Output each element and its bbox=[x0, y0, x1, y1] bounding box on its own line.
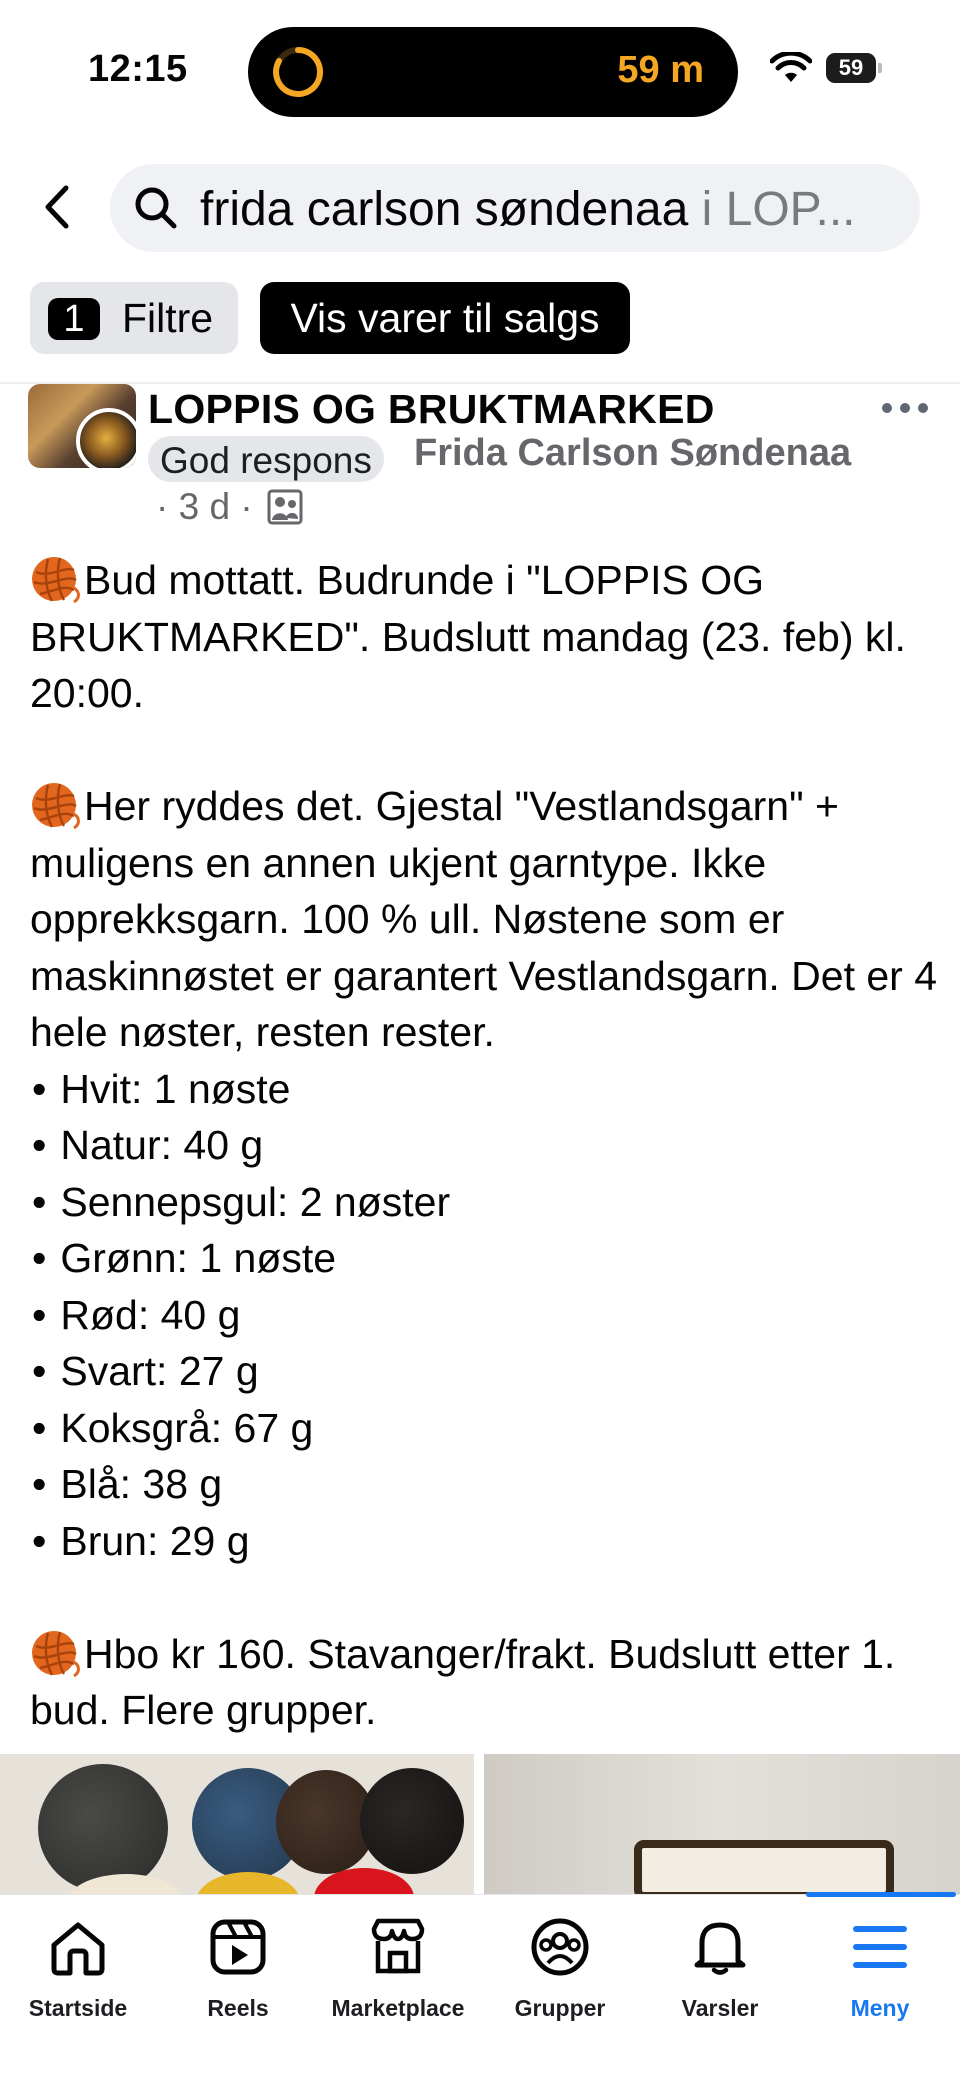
nav-groups[interactable] bbox=[480, 1915, 640, 2035]
post-paragraph bbox=[30, 778, 940, 1061]
dynamic-island[interactable] bbox=[248, 27, 738, 117]
filter-chip[interactable] bbox=[30, 282, 238, 354]
nav-home[interactable] bbox=[0, 1915, 158, 2035]
yarn-list bbox=[30, 1061, 940, 1570]
photo-audience-icon bbox=[267, 489, 303, 525]
post-paragraph-1: Bud mottatt. Budrunde i "LOPPIS OG BRUKTMARKED". Budslutt mandag (23. feb) kl. 20:00. bbox=[30, 557, 906, 716]
nav-label: Marketplace bbox=[331, 1995, 465, 2021]
search-icon bbox=[132, 184, 180, 232]
yarn-label bbox=[634, 1840, 894, 1894]
more-icon[interactable] bbox=[880, 400, 930, 416]
list-item: • Brun: 29 g bbox=[30, 1513, 940, 1570]
list-item: • Koksgrå: 67 g bbox=[30, 1400, 940, 1457]
nav-label: Grupper bbox=[514, 1995, 606, 2021]
post-paragraph bbox=[30, 552, 940, 722]
battery-level: 59 bbox=[826, 53, 876, 83]
list-item: • Grønn: 1 nøste bbox=[30, 1230, 940, 1287]
post-time: · 3 d · bbox=[156, 486, 253, 528]
nav-menu[interactable] bbox=[800, 1915, 960, 2035]
list-item: • Hvit: 1 nøste bbox=[30, 1061, 940, 1118]
post-photo-yarn-skein[interactable] bbox=[484, 1754, 960, 1894]
list-item: • Natur: 40 g bbox=[30, 1117, 940, 1174]
nav-label: Varsler bbox=[681, 1995, 759, 2021]
search-scope: i LOP... bbox=[688, 183, 856, 236]
nav-label: Reels bbox=[207, 1995, 269, 2021]
nav-reels[interactable] bbox=[158, 1915, 318, 2035]
menu-icon bbox=[848, 1915, 912, 1979]
status-time: 12:15 bbox=[88, 48, 188, 90]
yarn-icon bbox=[30, 554, 82, 604]
show-for-sale-chip[interactable]: Vis varer til salgs bbox=[260, 282, 630, 354]
bell-icon bbox=[688, 1915, 752, 1979]
post-meta bbox=[156, 484, 303, 528]
nav-label: Meny bbox=[850, 1995, 910, 2021]
wifi-icon bbox=[770, 52, 812, 86]
timer-ring-icon bbox=[270, 44, 326, 100]
good-response-badge: God respons bbox=[148, 436, 384, 482]
yarn-icon bbox=[30, 1628, 82, 1678]
active-tab-indicator bbox=[806, 1892, 956, 1897]
search-query bbox=[200, 182, 900, 237]
group-avatar[interactable] bbox=[28, 384, 136, 468]
post-paragraph-2: Her ryddes det. Gjestal "Vestlandsgarn" + muligens en annen ukjent garntype. Ikke opprekksgarn. 100 % ull. Nøstene som er maskinnøstet er garantert Vestlandsgarn. Det er 4 hele nøster, resten rester. bbox=[30, 783, 938, 1055]
marketplace-icon bbox=[366, 1915, 430, 1979]
filter-chip-label: Filtre bbox=[122, 295, 214, 341]
bottom-nav bbox=[0, 1894, 960, 2081]
list-item: • Sennepsgul: 2 nøster bbox=[30, 1174, 940, 1231]
filter-count-badge: 1 bbox=[48, 298, 100, 340]
post-paragraph bbox=[30, 1626, 940, 1739]
nav-label: Startside bbox=[28, 1995, 128, 2021]
yarn-icon bbox=[30, 780, 82, 830]
nav-notifications[interactable] bbox=[640, 1915, 800, 2035]
search-row bbox=[0, 164, 960, 252]
author-name[interactable]: Frida Carlson Søndenaa bbox=[414, 432, 852, 474]
nav-marketplace[interactable] bbox=[318, 1915, 478, 2035]
list-item: • Blå: 38 g bbox=[30, 1456, 940, 1513]
post-header bbox=[0, 384, 960, 528]
group-name[interactable]: LOPPIS OG BRUKTMARKED bbox=[148, 386, 715, 432]
battery-icon bbox=[826, 53, 882, 83]
home-icon bbox=[46, 1915, 110, 1979]
post-photo-yarn-balls[interactable] bbox=[0, 1754, 474, 1894]
list-item: • Rød: 40 g bbox=[30, 1287, 940, 1344]
status-bar bbox=[0, 0, 960, 130]
search-input[interactable] bbox=[110, 164, 920, 252]
groups-icon bbox=[528, 1915, 592, 1979]
post-body bbox=[30, 552, 940, 1739]
post-paragraph-3: Hbo kr 160. Stavanger/frakt. Budslutt etter 1. bud. Flere grupper. bbox=[30, 1630, 896, 1733]
author-avatar[interactable] bbox=[76, 408, 136, 468]
reels-icon bbox=[206, 1915, 270, 1979]
list-item: • Svart: 27 g bbox=[30, 1343, 940, 1400]
search-query-text: frida carlson søndenaa bbox=[200, 183, 689, 236]
chevron-left-icon[interactable] bbox=[34, 182, 84, 232]
timer-text: 59 m bbox=[617, 49, 704, 91]
